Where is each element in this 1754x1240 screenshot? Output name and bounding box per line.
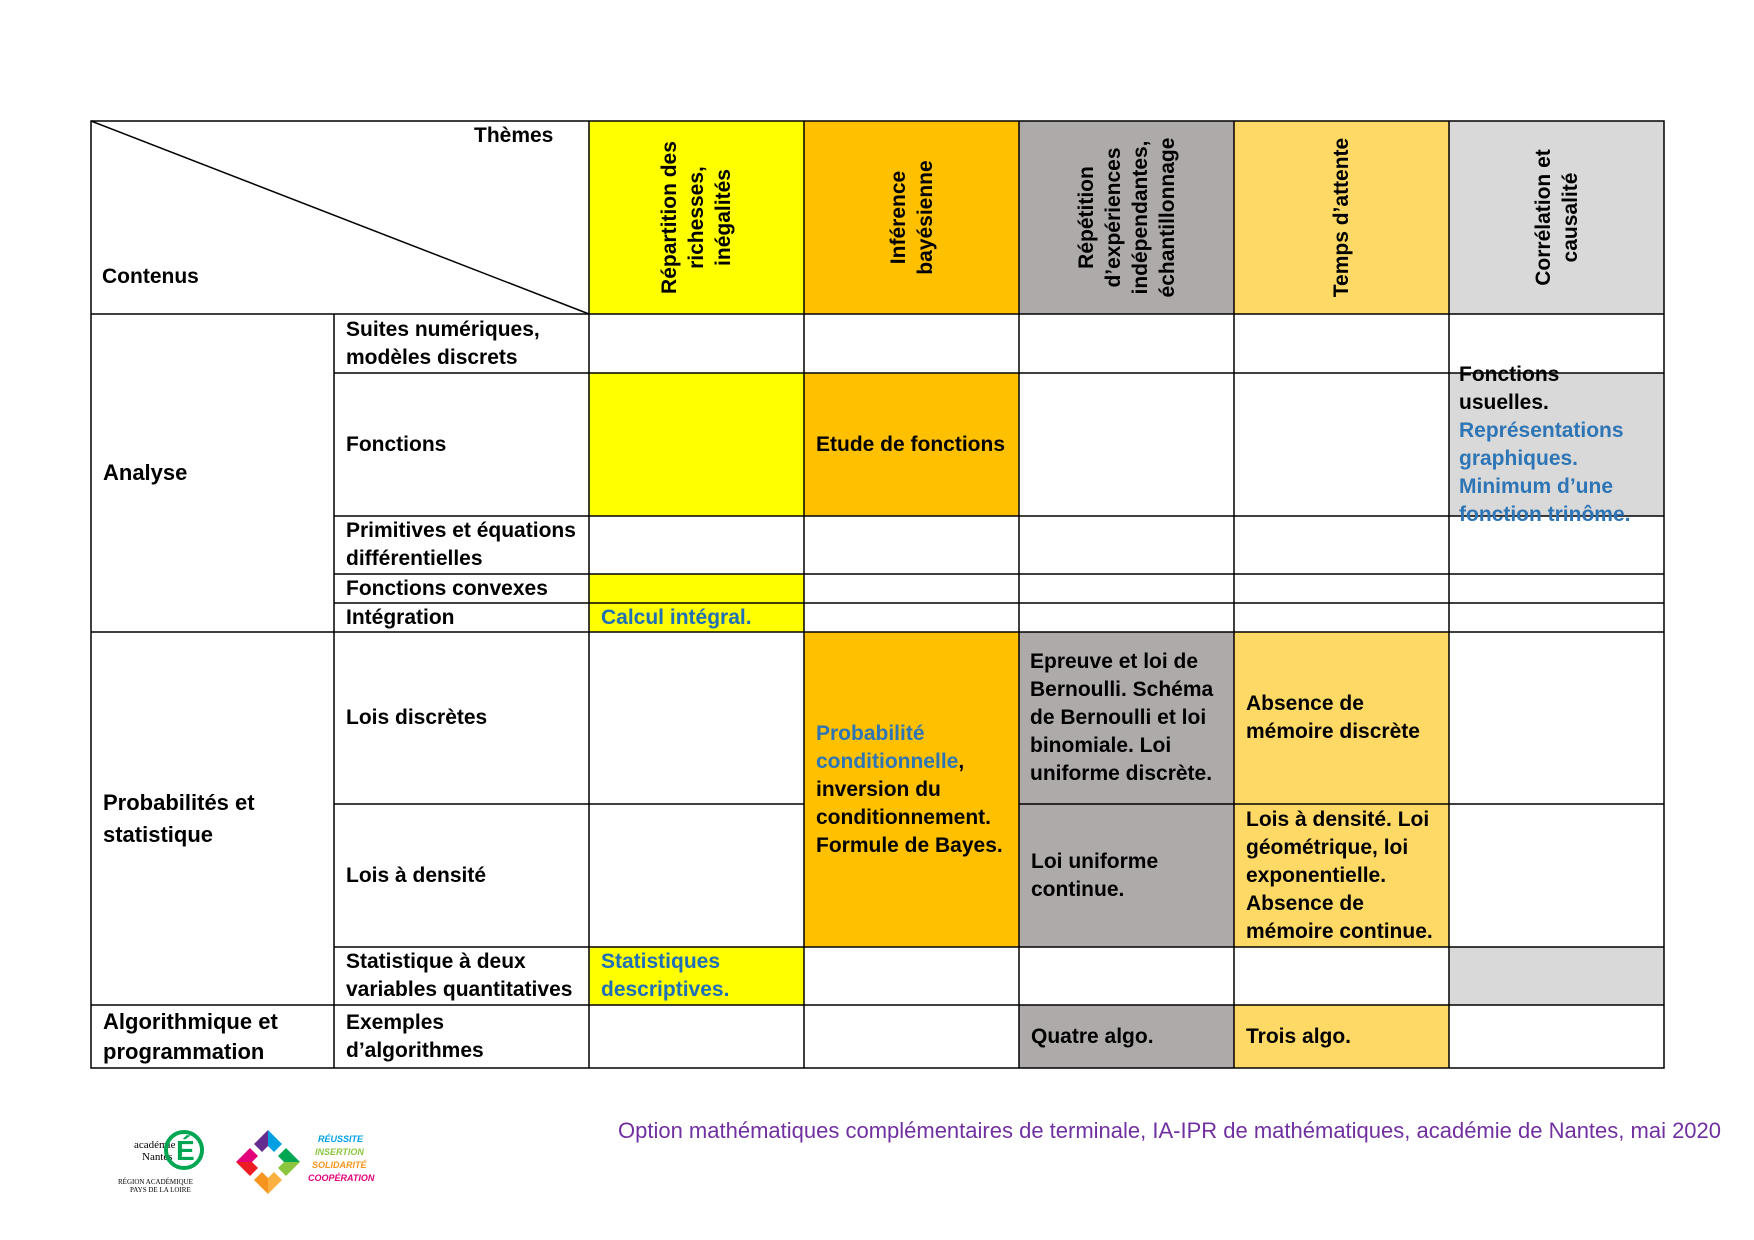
cell-calcul-integral: Calcul intégral. [601, 605, 752, 629]
svg-text:académie: académie [134, 1139, 176, 1151]
column-header-repartition: Répartition des richesses, inégalités [658, 141, 735, 294]
svg-text:INSERTION: INSERTION [315, 1147, 364, 1157]
fill-convexes-col1 [589, 574, 804, 603]
academie-logo [118, 1120, 388, 1210]
text-representations: Représentations graphiques. [1459, 418, 1624, 470]
cell-bernoulli: Epreuve et loi de Bernoulli. Schéma de Bernoulli et loi binomiale. Loi uniforme discrète. [1030, 650, 1214, 785]
cell-loi-uniforme-continue: Loi uniforme continue. [1031, 849, 1159, 901]
svg-text:RÉGION ACADÉMIQUE: RÉGION ACADÉMIQUE [118, 1178, 193, 1186]
svg-text:É: É [176, 1135, 195, 1166]
row-label-suites: Suites numériques, modèles discrets [346, 317, 540, 369]
svg-text:SOLIDARITÉ: SOLIDARITÉ [312, 1160, 367, 1170]
row-label-convexes: Fonctions convexes [346, 576, 548, 600]
cell-absence-memoire-discrete: Absence de mémoire discrète [1246, 692, 1420, 743]
footer-caption: Option mathématiques complémentaires de terminale, IA-IPR de mathématiques, académie de Nantes, mai 2020 [618, 1118, 1722, 1143]
contenus-label: Contenus [102, 265, 199, 288]
themes-label: Thèmes [474, 124, 554, 147]
row-label-fonctions: Fonctions [346, 432, 447, 456]
group-algorithmique: Algorithmique et programmation [103, 1008, 278, 1064]
cell-fonctions-correlation [1449, 362, 1664, 526]
group-probabilites: Probabilités et statistique [103, 789, 255, 847]
row-label-algos: Exemples d’algorithmes [346, 1010, 484, 1062]
row-label-lois-densite: Lois à densité [346, 863, 487, 887]
diamond-logo-icon [236, 1130, 300, 1194]
svg-text:Nantes: Nantes [142, 1151, 173, 1163]
cell-lois-densite-attente: Lois à densité. Loi géométrique, loi exponentielle. Absence de mémoire continue. [1246, 807, 1433, 943]
cell-quatre-algo: Quatre algo. [1031, 1024, 1154, 1048]
text-fonctions-usuelles: Fonctions usuelles. [1459, 362, 1560, 414]
row-label-primitives: Primitives et équations différentielles [346, 519, 576, 570]
footer-logos [118, 1120, 388, 1210]
column-header-inference: Inférence bayésienne [886, 160, 937, 275]
text-inversion-bayes: , inversion du conditionnement. Formule de Bayes. [816, 749, 1003, 857]
column-header-correlation: Corrélation et causalité [1531, 149, 1582, 286]
text-proba-conditionnelle: Probabilité conditionnelle [816, 721, 959, 773]
row-label-lois-discretes: Lois discrètes [346, 706, 488, 729]
cell-statistiques-descriptives: Statistiques descriptives. [601, 950, 730, 1001]
cell-trois-algo: Trois algo. [1246, 1024, 1352, 1048]
column-header-repetition: Répétition d’expériences indépendantes, échantillonnage [1074, 137, 1179, 298]
svg-text:COOPÉRATION: COOPÉRATION [308, 1173, 375, 1183]
svg-text:PAYS DE LA LOIRE: PAYS DE LA LOIRE [130, 1186, 191, 1194]
text-minimum-trinome: Minimum d’une fonction trinôme. [1459, 474, 1631, 526]
row-label-stat-deux: Statistique à deux variables quantitatives [346, 950, 573, 1001]
row-label-integration: Intégration [346, 605, 455, 629]
group-analyse: Analyse [103, 460, 188, 485]
cell-probabilite-conditionnelle [804, 632, 1019, 947]
fill-fonctions-col1 [589, 373, 804, 516]
fill-stat-col5 [1449, 947, 1664, 1005]
column-header-temps-attente: Temps d’attente [1330, 137, 1353, 298]
cell-fonctions-etude: Etude de fonctions [816, 432, 1005, 456]
svg-text:RÉUSSITE: RÉUSSITE [318, 1134, 364, 1144]
